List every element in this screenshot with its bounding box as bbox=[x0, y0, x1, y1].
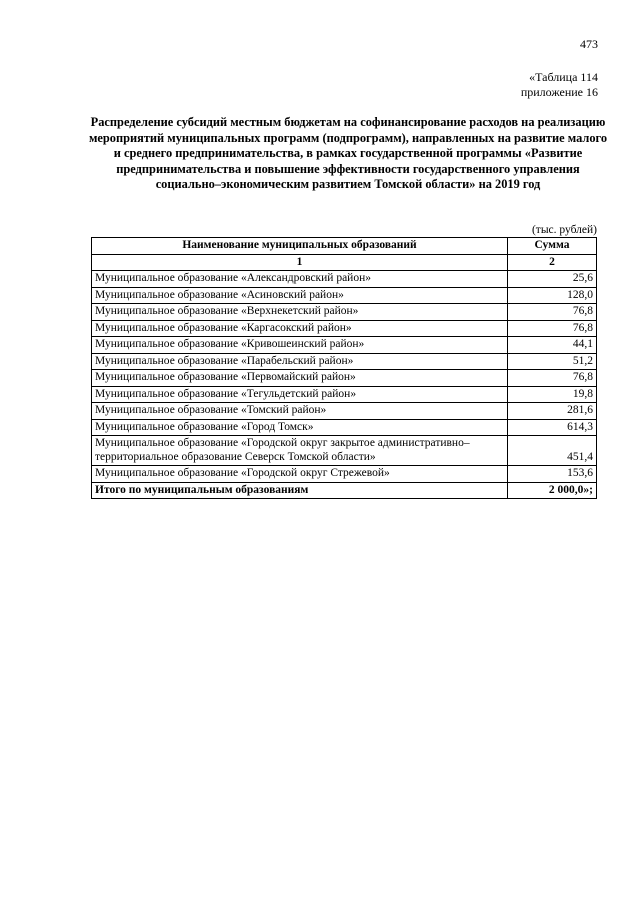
subsidy-table bbox=[91, 237, 597, 499]
subsidy-amount: 51,2 bbox=[508, 353, 597, 370]
table-row bbox=[92, 337, 597, 354]
table-reference-line-2: приложение 16 bbox=[520, 85, 598, 99]
table-row bbox=[92, 386, 597, 403]
column-number-2: 2 bbox=[508, 254, 597, 271]
subsidy-amount: 25,6 bbox=[508, 271, 597, 288]
table-reference-line-1: «Таблица 114 bbox=[529, 70, 598, 84]
table-row bbox=[92, 304, 597, 321]
municipality-name: Муниципальное образование «Городской округ Стрежевой» bbox=[92, 466, 508, 483]
column-number-row bbox=[92, 254, 597, 271]
subsidy-amount: 76,8 bbox=[508, 320, 597, 337]
header-name: Наименование муниципальных образований bbox=[92, 238, 508, 255]
subsidy-amount: 614,3 bbox=[508, 419, 597, 436]
header-amount: Сумма bbox=[508, 238, 597, 255]
municipality-name: Муниципальное образование «Первомайский район» bbox=[92, 370, 508, 387]
subsidy-amount: 76,8 bbox=[508, 304, 597, 321]
municipality-name: Муниципальное образование «Томский район» bbox=[92, 403, 508, 420]
municipality-name: Муниципальное образование «Верхнекетский район» bbox=[92, 304, 508, 321]
table-row bbox=[92, 320, 597, 337]
table-header-row bbox=[92, 238, 597, 255]
subsidy-amount: 281,6 bbox=[508, 403, 597, 420]
municipality-name: Муниципальное образование «Александровский район» bbox=[92, 271, 508, 288]
municipality-name: Муниципальное образование «Асиновский район» bbox=[92, 287, 508, 304]
subsidy-amount: 44,1 bbox=[508, 337, 597, 354]
municipality-name: Муниципальное образование «Город Томск» bbox=[92, 419, 508, 436]
document-title: Распределение субсидий местным бюджетам на софинансирование расходов на реализацию мероприятий муниципальных программ (подпрограмм), направленных на развитие малого и среднего предпринимательства, в рамках государственной программы «Развитие предпринимательства и повышение эффективности государственного управления социально–экономическим развитием Томской области» на 2019 год bbox=[88, 115, 608, 191]
municipality-name: Муниципальное образование «Тегульдетский район» bbox=[92, 386, 508, 403]
subsidy-amount: 19,8 bbox=[508, 386, 597, 403]
table-row bbox=[92, 419, 597, 436]
municipality-name: Муниципальное образование «Каргасокский район» bbox=[92, 320, 508, 337]
total-row bbox=[92, 482, 597, 499]
table-row bbox=[92, 271, 597, 288]
subsidy-amount: 76,8 bbox=[508, 370, 597, 387]
total-label: Итого по муниципальным образованиям bbox=[92, 482, 508, 499]
column-number-1: 1 bbox=[92, 254, 508, 271]
municipality-name: Муниципальное образование «Кривошеинский район» bbox=[92, 337, 508, 354]
municipality-name: Муниципальное образование «Городской округ закрытое административно–территориальное образование Северск Томской области» bbox=[92, 436, 508, 466]
table-row bbox=[92, 370, 597, 387]
table-row bbox=[92, 353, 597, 370]
subsidy-amount: 128,0 bbox=[508, 287, 597, 304]
units-label: (тыс. рублей) bbox=[531, 224, 597, 236]
table-row bbox=[92, 436, 597, 466]
table-reference bbox=[521, 70, 598, 100]
page-number: 473 bbox=[580, 37, 598, 51]
table-row bbox=[92, 287, 597, 304]
subsidy-amount: 451,4 bbox=[508, 436, 597, 466]
table-row bbox=[92, 403, 597, 420]
municipality-name: Муниципальное образование «Парабельский район» bbox=[92, 353, 508, 370]
subsidy-amount: 153,6 bbox=[508, 466, 597, 483]
table-body bbox=[92, 254, 597, 499]
table-row bbox=[92, 466, 597, 483]
total-amount: 2 000,0»; bbox=[508, 482, 597, 499]
